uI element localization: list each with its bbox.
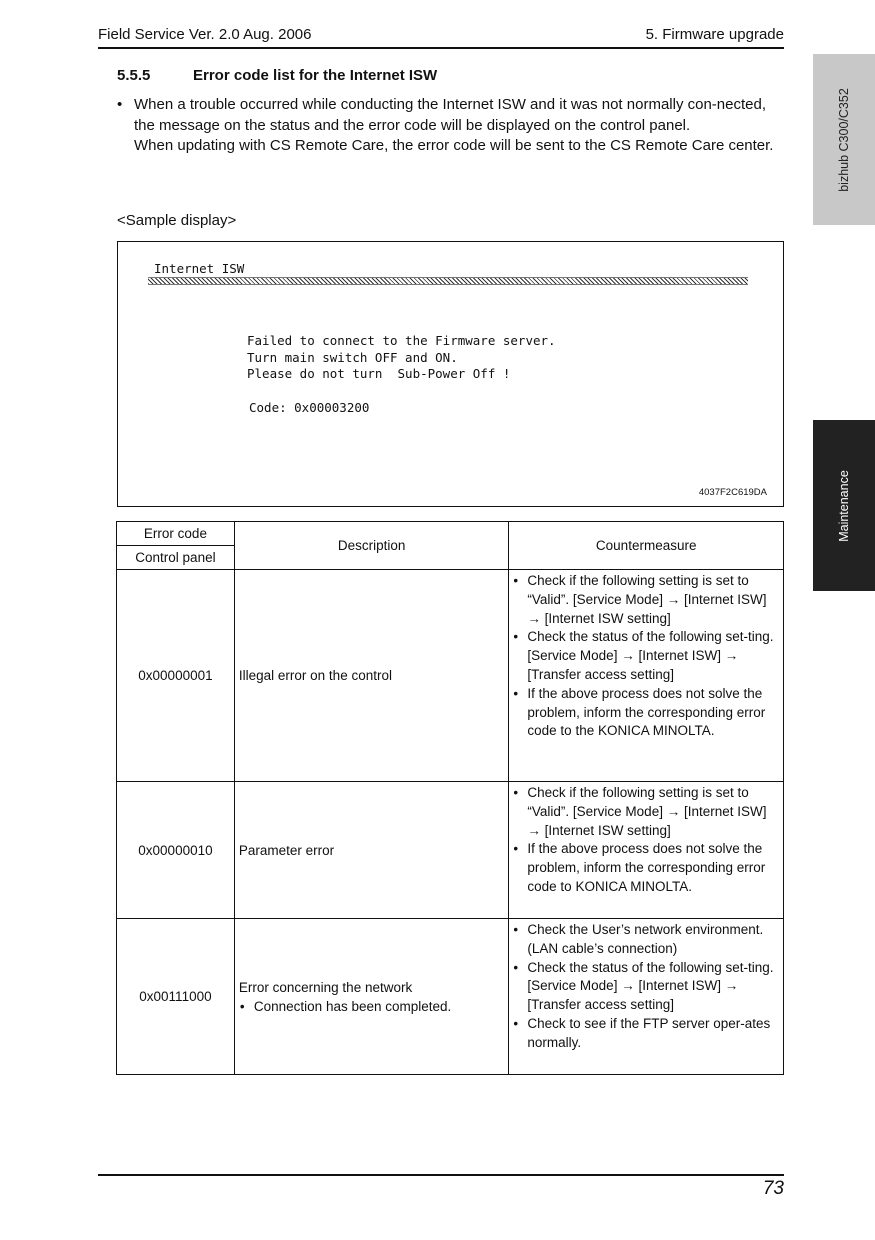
- bullet-icon: •: [513, 629, 519, 645]
- countermeasure-item: [512, 685, 779, 741]
- side-tab-section: [813, 420, 875, 591]
- page-header: [98, 25, 784, 49]
- intro-paragraph-1: When a trouble occurred while conducting the Internet ISW and it was not normally con-nected, the message on the status and the error code will be displayed on the control panel.: [134, 96, 766, 134]
- screen-message-line: Turn main switch OFF and ON.: [247, 349, 458, 365]
- row-description: [234, 782, 509, 919]
- section-heading: [117, 67, 437, 84]
- countermeasure-text: Check to see if the FTP server oper-ates normally.: [527, 1015, 771, 1050]
- countermeasure-item: [512, 572, 779, 628]
- row-description: [234, 570, 509, 782]
- screen-message-line: Failed to connect to the Firmware server.: [247, 333, 556, 348]
- section-title: Error code list for the Internet ISW: [193, 67, 438, 84]
- bullet-icon: •: [513, 573, 519, 588]
- countermeasure-text: Check the User’s network environment. (LAN cable’s connection): [527, 922, 764, 956]
- header-chapter-title: 5. Firmware upgrade: [645, 26, 784, 43]
- header-control-panel: Control panel: [117, 546, 235, 570]
- row-description-subitem-text: Connection has been completed.: [253, 998, 452, 1014]
- table-header-row: [117, 522, 784, 546]
- footer-rule: [98, 1174, 784, 1176]
- row-description-text: Illegal error on the control: [238, 668, 392, 683]
- header-manual-title: Field Service Ver. 2.0 Aug. 2006: [98, 26, 312, 43]
- side-tab-model: [813, 54, 875, 225]
- table-row: [117, 570, 784, 782]
- section-number: 5.5.5: [117, 67, 151, 84]
- row-description-text: Parameter error: [238, 842, 335, 858]
- header-error-code: Error code: [117, 522, 235, 546]
- countermeasure-item: [512, 628, 779, 684]
- sample-display-label: <Sample display>: [117, 212, 237, 229]
- sample-display-screen: [117, 241, 784, 507]
- table-row: [117, 782, 784, 919]
- bullet-icon: •: [239, 998, 245, 1014]
- row-error-code: 0x00000001: [117, 570, 235, 782]
- page-number: 73: [762, 1178, 784, 1199]
- screen-message-line: Please do not turn Sub-Power Off !: [247, 366, 511, 381]
- intro-bullet: [117, 95, 785, 157]
- row-description-subitem: [239, 997, 509, 1016]
- countermeasure-item: [512, 921, 779, 959]
- screen-message: [247, 333, 556, 383]
- row-error-code: 0x00000010: [117, 782, 235, 919]
- bullet-icon: •: [513, 959, 519, 975]
- row-error-code: 0x00111000: [117, 919, 235, 1075]
- countermeasure-item: [512, 784, 779, 840]
- row-description-text: Error concerning the network: [238, 979, 413, 995]
- header-description: Description: [234, 522, 509, 570]
- side-tab-section-label: Maintenance: [837, 469, 851, 542]
- screen-error-code: Code: 0x00003200: [249, 400, 370, 415]
- screen-title-rule: [148, 277, 748, 285]
- table-row: [117, 919, 784, 1075]
- countermeasure-text: If the above process does not solve the problem, inform the corresponding error code to KONICA MINOLTA.: [527, 841, 766, 894]
- countermeasure-item: [512, 959, 779, 1015]
- error-code-table: [116, 521, 784, 1075]
- bullet-icon: •: [513, 785, 519, 800]
- figure-id: 4037F2C619DA: [698, 487, 767, 498]
- header-countermeasure: Countermeasure: [509, 522, 784, 570]
- bullet-icon: •: [513, 841, 519, 857]
- countermeasure-text: Check if the following setting is set to “Valid”. [Service Mode] → [Internet ISW] → [Internet ISW setting]: [527, 573, 767, 626]
- bullet-icon: •: [513, 685, 519, 701]
- countermeasure-item: [512, 1015, 779, 1053]
- countermeasure-text: If the above process does not solve the problem, inform the corresponding error code to the KONICA MINOLTA.: [527, 685, 766, 739]
- intro-paragraph-2: When updating with CS Remote Care, the error code will be sent to the CS Remote Care center.: [134, 137, 774, 155]
- countermeasure-item: [512, 840, 779, 896]
- bullet-icon: •: [513, 922, 519, 937]
- countermeasure-text: Check the status of the following set-ting. [Service Mode] → [Internet ISW] → [Transfer access setting]: [527, 629, 774, 682]
- screen-title: Internet ISW: [154, 261, 245, 276]
- row-countermeasures: [509, 782, 784, 919]
- row-description: [234, 919, 509, 1075]
- countermeasure-text: Check if the following setting is set to “Valid”. [Service Mode] → [Internet ISW] → [Internet ISW setting]: [527, 785, 767, 838]
- countermeasure-text: Check the status of the following set-ting. [Service Mode] → [Internet ISW] → [Transfer access setting]: [527, 959, 774, 1013]
- bullet-icon: •: [513, 1015, 519, 1031]
- side-tab-model-label: bizhub C300/C352: [837, 87, 851, 192]
- row-countermeasures: [509, 919, 784, 1075]
- row-countermeasures: [509, 570, 784, 782]
- bullet-icon: •: [117, 96, 123, 113]
